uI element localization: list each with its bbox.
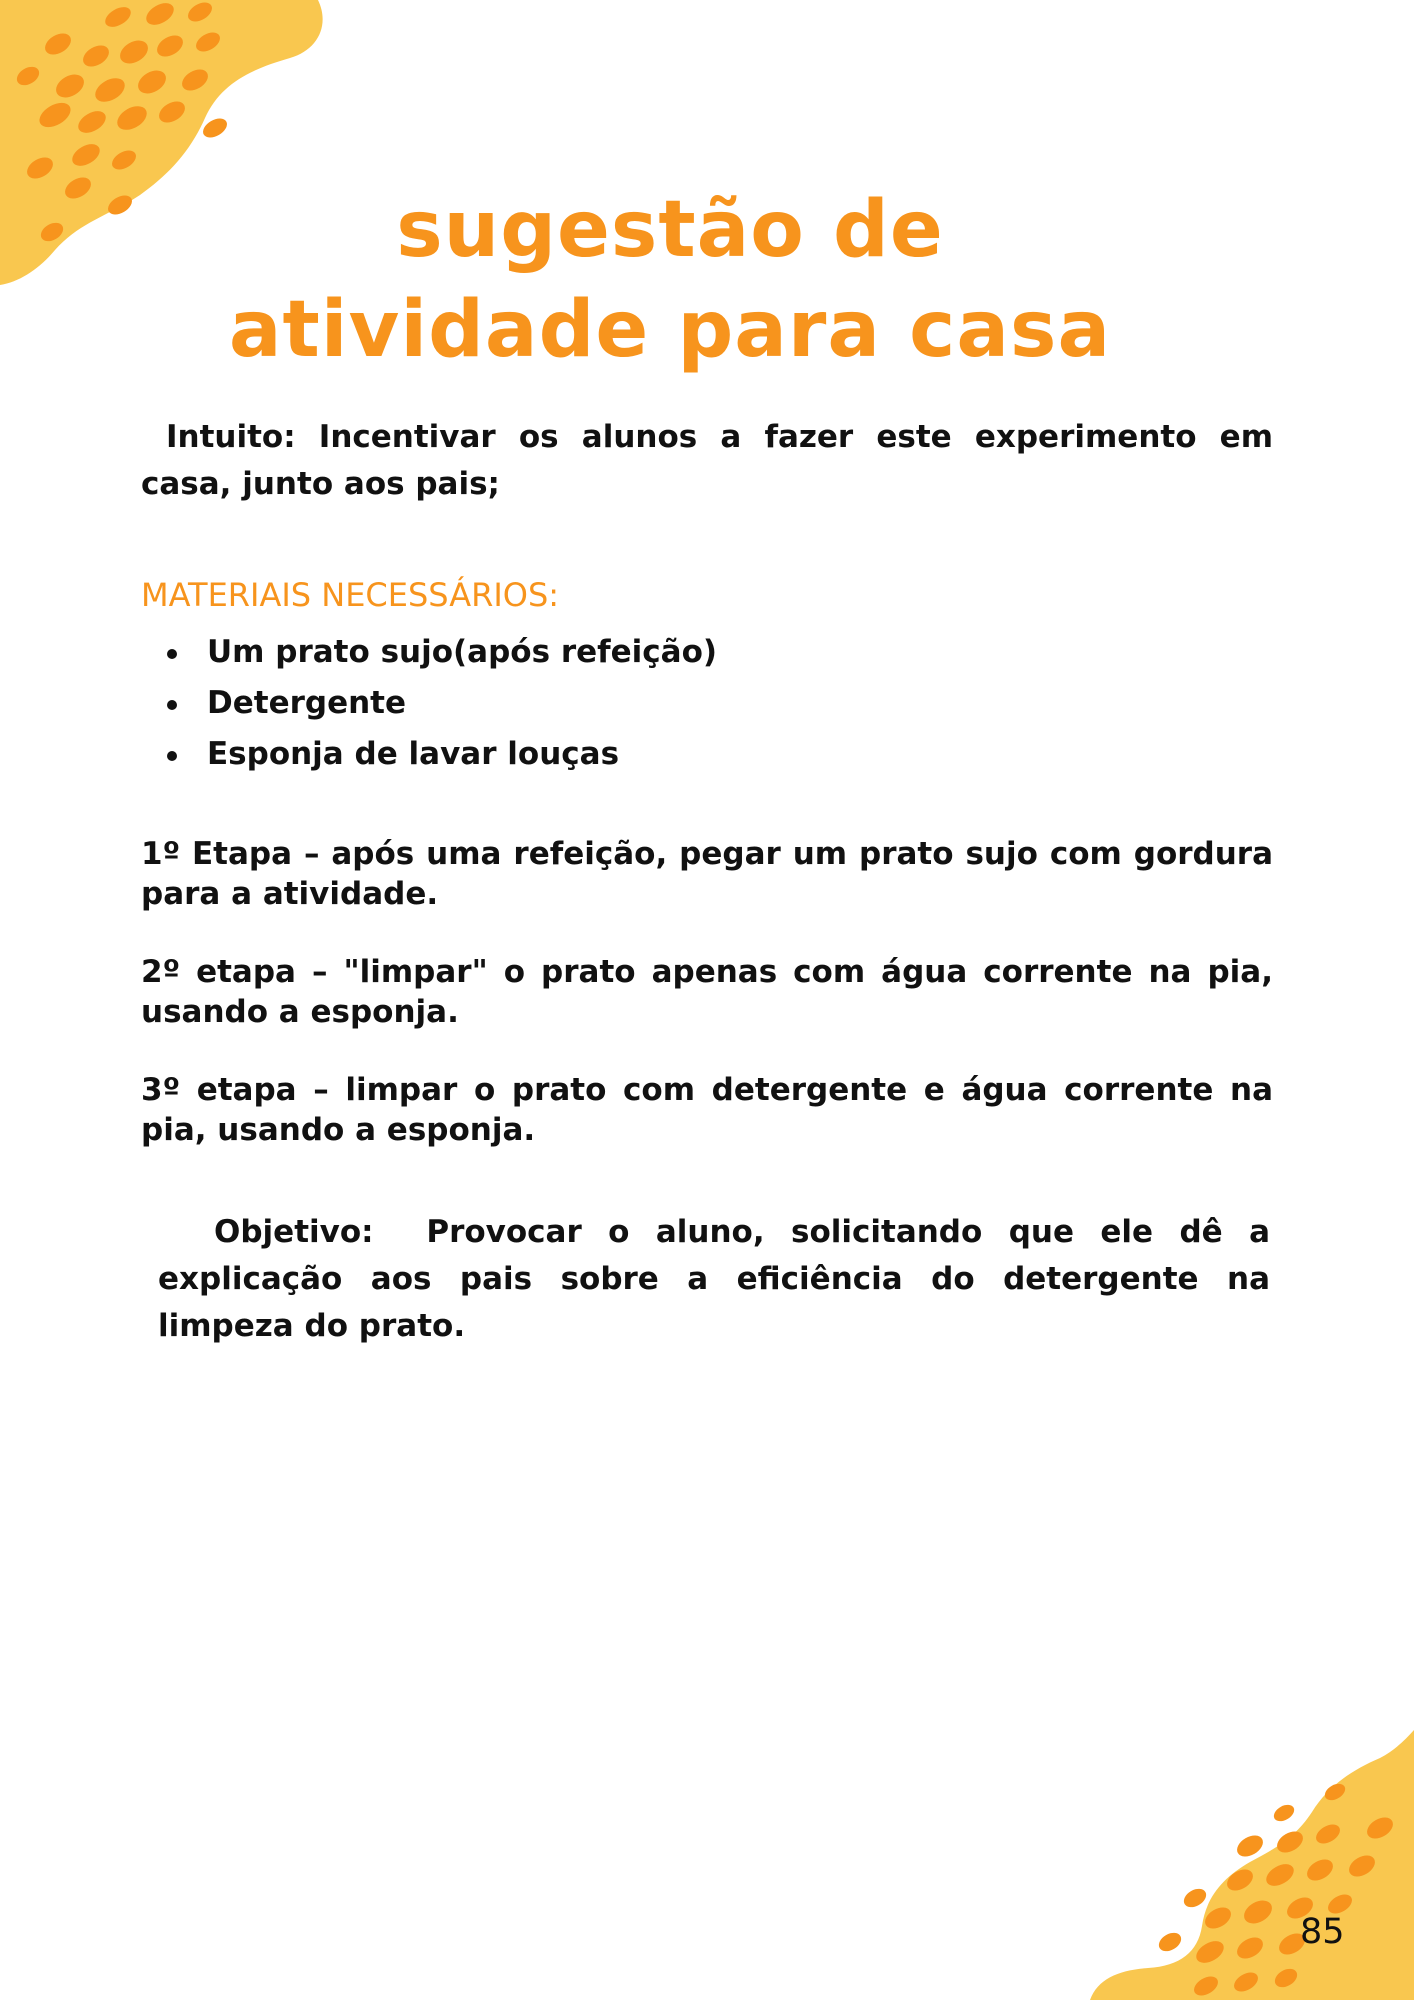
step-1-paragraph: 1º Etapa – após uma refeição, pegar um prato sujo com gordura para a atividade. [141,836,1273,912]
page-title [0,180,1340,380]
list-item [141,627,717,678]
bullet-icon [167,751,177,761]
material-label: Esponja de lavar louças [207,736,620,772]
bullet-icon [167,649,177,659]
material-label: Um prato sujo(após refeição) [207,634,718,670]
bullet-icon [167,700,177,710]
title-line-2: atividade para casa [228,285,1112,375]
objetivo-paragraph: Objetivo: Provocar o aluno, solicitando que ele dê a explicação aos pais sobre a eficiência do detergente na limpeza do prato. [158,1214,1281,1344]
bottom-right-blob-decoration [1090,1730,1414,2000]
step-3-paragraph: 3º etapa – limpar o prato com detergente e água corrente na pia, usando a esponja. [141,1072,1273,1148]
material-label: Detergente [207,685,407,721]
list-item [141,678,717,729]
list-item [141,729,717,780]
page-number: 85 [1300,1912,1345,1952]
materials-list [141,627,717,780]
materials-heading: MATERIAIS NECESSÁRIOS: [141,576,560,614]
intuito-paragraph: Intuito: Incentivar os alunos a fazer este experimento em casa, junto aos pais; [141,419,1273,502]
title-line-1: sugestão de [396,185,944,275]
step-2-paragraph: 2º etapa – "limpar" o prato apenas com água corrente na pia, usando a esponja. [141,954,1273,1030]
